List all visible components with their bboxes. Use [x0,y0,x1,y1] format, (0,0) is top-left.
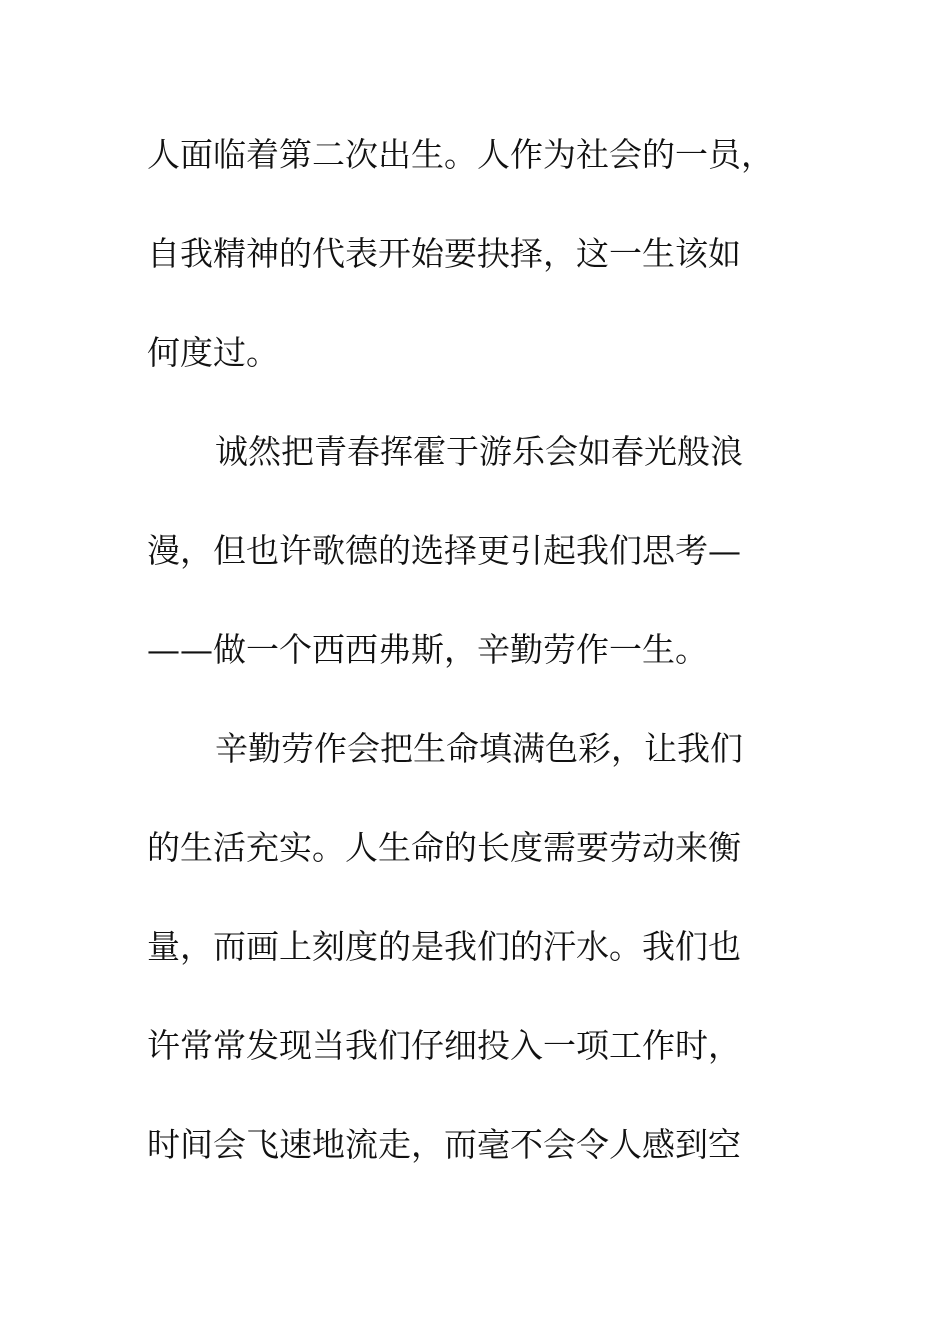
paragraph-start-line: 诚然把青春挥霍于游乐会如春光般浪 [215,432,743,471]
paragraph-start-line: 辛勤劳作会把生命填满色彩，让我们 [215,729,743,768]
body-text [147,120,787,1209]
text-line: 自我精神的代表开始要抉择，这一生该如 [147,234,741,273]
text-line: 何度过。 [147,333,279,372]
text-line: 的生活充实。人生命的长度需要劳动来衡 [147,828,741,867]
text-line: 时间会飞速地流走，而毫不会令人感到空 [147,1125,741,1164]
text-line: 许常常发现当我们仔细投入一项工作时， [147,1026,741,1065]
text-line: ——做一个西西弗斯，辛勤劳作一生。 [147,630,708,669]
text-line: 漫，但也许歌德的选择更引起我们思考— [147,531,741,570]
text-line: 人面临着第二次出生。人作为社会的一员， [147,135,774,174]
text-line: 量，而画上刻度的是我们的汗水。我们也 [147,927,741,966]
